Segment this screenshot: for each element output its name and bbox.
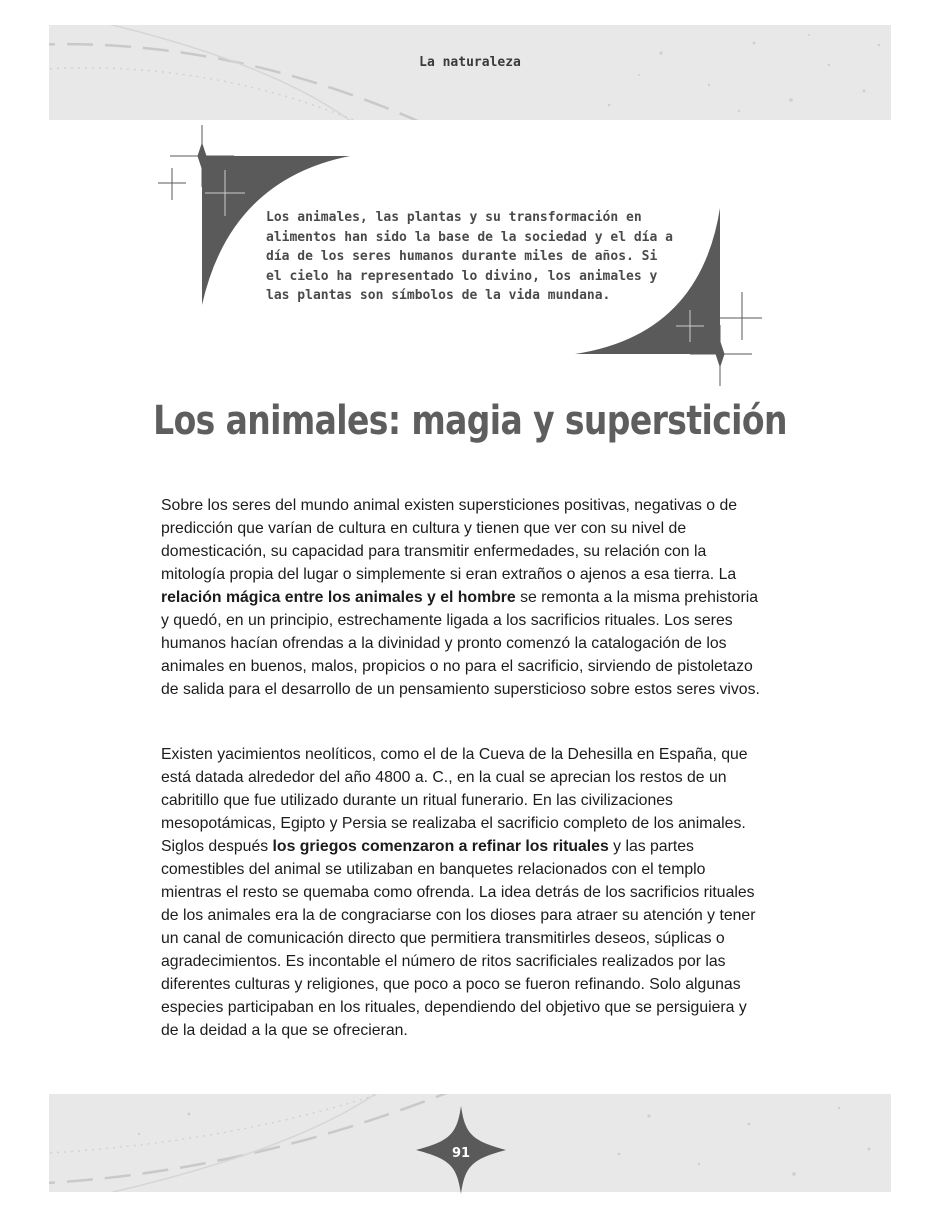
emphasis-text: los griegos comenzaron a refinar los rituales [272,838,609,855]
paragraph-text: Sobre los seres del mundo animal existen supersticiones positivas, negativas o de predicción que varían de cultura en cultura y tienen que ver con su nivel de domesticación, su capacidad para transmitir enfermedades, su relación con la mitología propia del lugar o simplemente si eran extraños o ajenos a esa tierra. La [161,497,738,583]
intro-text: Los animales, las plantas y su transformación en alimentos han sido la base de la sociedad y el día a día de los seres humanos durante miles de años. Si el cielo ha representado lo divino, los animales y las plantas son símbolos de la vida mundana. [266,210,673,304]
paragraph-text: Existen yacimientos neolíticos, como el de la Cueva de la Dehesilla en España, que está datada alrededor del año 4800 a. C., en la cual se aprecian los restos de un cabritillo que fue utilizado durante un ritual funerario. En las civilizaciones mesopotámicas, Egipto y Persia se realizaba el sacrificio completo de los animales. Siglos después [161,746,748,855]
sparkle-icon [158,168,186,200]
paragraph-text: se remonta a la misma prehistoria y quedó, en un principio, estrechamente ligada a los sacrificios rituales. Los seres humanos hacían ofrendas a la divinidad y pronto comenzó la catalogación de los animales en buenos, malos, propicios o no para el sacrificio, sirviendo de pistoletazo de salida para el desarrollo de un pensamiento supersticioso sobre estos seres vivos. [161,589,760,698]
page-number: 91 [451,1146,471,1161]
sparkle-icon [720,292,762,340]
header-band [49,25,891,120]
body-paragraph [161,494,766,701]
emphasis-text: relación mágica entre los animales y el hombre [161,589,516,606]
star-badge-icon [416,1106,506,1194]
header-swirl-decoration [49,25,891,120]
running-head: La naturaleza [419,55,521,70]
section-title: Los animales: magia y superstición [153,396,787,444]
paragraph-text: y las partes comestibles del animal se utilizaban en banquetes relacionados con el templo mientras el resto se quemaba como ofrenda. La idea detrás de los sacrificios rituales de los animales era la de congraciarse con los dioses para atraer su atención y tener un canal de comunicación directo que permitiera transmitirles deseos, súplicas o agradecimientos. Es incontable el número de ritos sacrificiales realizados por las diferentes culturas y religiones, que poco a poco se fueron refinando. Solo algunas especies participaban en los rituales, dependiendo del objetivo que se persiguiera y de la deidad a la que se ofrecieran. [161,838,756,1039]
body-paragraph [161,743,766,1042]
